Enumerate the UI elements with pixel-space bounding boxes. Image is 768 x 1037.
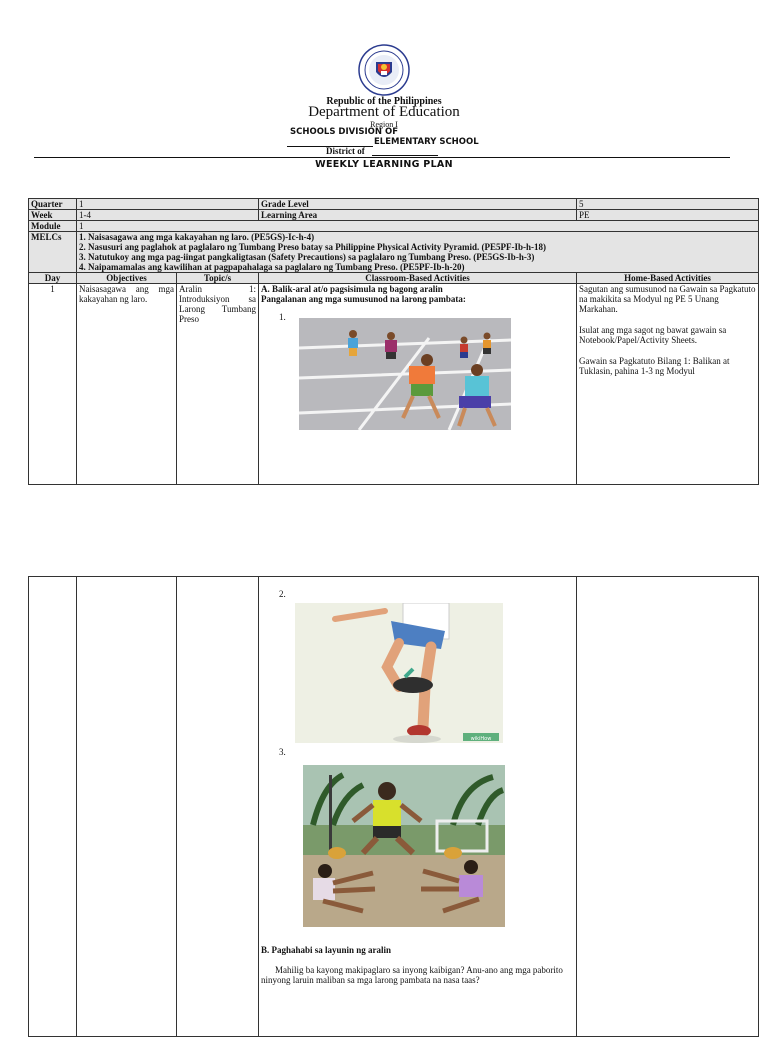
melcs-label: MELCs — [29, 232, 77, 273]
col-day: Day — [29, 273, 77, 284]
topic-text: Aralin 1: Introduksiyon sa Larong Tumbang Preso — [177, 284, 259, 485]
item-number: 1. — [279, 312, 286, 322]
melc-item: 2. Nasusuri ang paglahok at paglalaro ng Tumbang Preso batay sa Philippine Physical Activity Pyramid. (PE5PF-Ib-h-18) — [79, 242, 546, 252]
header-divider — [34, 157, 730, 158]
activity-b-title: B. Paghahabi sa layunin ng aralin — [261, 945, 392, 955]
deped-seal-icon — [358, 44, 410, 96]
home-activity-item: Gawain sa Pagkatuto Bilang 1: Balikan at Tuklasin, pahina 1-3 ng Modyul — [579, 356, 730, 376]
topic-cell-empty — [177, 577, 259, 1037]
grade-level-label: Grade Level — [259, 199, 577, 210]
schools-division-label: SCHOOLS DIVISION OF — [290, 127, 398, 137]
column-header-row — [29, 273, 759, 284]
item-number: 2. — [279, 589, 286, 599]
children-playing-photo — [303, 765, 505, 927]
home-activity-item: Sagutan ang sumusunod na Gawain sa Pagkatuto na makikita sa Modyul ng PE 5 Unang Markahan. — [579, 284, 756, 314]
image-watermark: wikiHow — [470, 736, 492, 742]
col-classroom: Classroom-Based Activities — [259, 273, 577, 284]
weekly-plan-table — [28, 198, 759, 485]
day-number: 1 — [29, 284, 77, 485]
district-label: District of — [326, 146, 365, 156]
item-number: 3. — [279, 747, 286, 757]
melcs-list — [77, 232, 759, 273]
classroom-activities-cell — [259, 577, 577, 1037]
tumbang-preso-players-image — [299, 318, 511, 430]
col-topics: Topic/s — [177, 273, 259, 284]
col-home: Home-Based Activities — [577, 273, 759, 284]
melcs-row — [29, 232, 759, 273]
melc-item: 3. Natutukoy ang mga pag-iingat pangkaligtasan (Safety Precautions) sa paglalaro ng Tumbang Preso. (PE5GS-Ib-h-3) — [79, 252, 535, 262]
module-row — [29, 221, 759, 232]
hopping-leg-illustration — [295, 603, 503, 743]
module-label: Module — [29, 221, 77, 232]
melc-item: 4. Naipamamalas ang kawilihan at pagpapahalaga sa paglalaro ng Tumbang Preso. (PE5PF-Ib-h-20) — [79, 262, 465, 272]
home-activity-item: Isulat ang mga sagot ng bawat gawain sa Notebook/Papel/Activity Sheets. — [579, 325, 727, 345]
module-value: 1 — [77, 221, 759, 232]
week-label: Week — [29, 210, 77, 221]
melc-item: 1. Naisasagawa ang mga kakayahan ng laro. (PE5GS)-Ic-h-4) — [79, 232, 315, 242]
activity-a-instruction: Pangalanan ang mga sumusunod na larong pambata: — [261, 294, 466, 304]
home-activities-cell — [577, 284, 759, 485]
document-header — [0, 0, 768, 180]
weekly-plan-table-continued — [28, 576, 759, 1037]
learning-area-value: PE — [577, 210, 759, 221]
region-label: Region I — [370, 120, 398, 129]
school-suffix-label: ELEMENTARY SCHOOL — [374, 137, 479, 147]
plan-title: WEEKLY LEARNING PLAN — [315, 159, 453, 170]
home-cell-empty — [577, 577, 759, 1037]
objective-cell-empty — [77, 577, 177, 1037]
learning-area-label: Learning Area — [259, 210, 577, 221]
objective-text: Naisasagawa ang mga kakayahan ng laro. — [77, 284, 177, 485]
department-title: Department of Education — [308, 104, 460, 120]
week-value: 1-4 — [77, 210, 259, 221]
activity-b-text: Mahilig ba kayong makipaglaro sa inyong kaibigan? Anu-ano ang mga paborito ninyong laruin maliban sa mga larong pambata na nasa taas? — [261, 965, 563, 985]
district-blank-line — [372, 155, 438, 156]
republic-label: Republic of the Philippines — [326, 96, 442, 107]
day-cell-empty — [29, 577, 77, 1037]
quarter-label: Quarter — [29, 199, 77, 210]
classroom-activities-cell — [259, 284, 577, 485]
grade-level-value: 5 — [577, 199, 759, 210]
day-1-row — [29, 284, 759, 485]
activity-a-title: A. Balik-aral at/o pagsisimula ng bagong aralin — [261, 284, 443, 294]
week-row — [29, 210, 759, 221]
quarter-row — [29, 199, 759, 210]
day-1-continued-row — [29, 577, 759, 1037]
col-objectives: Objectives — [77, 273, 177, 284]
quarter-value: 1 — [77, 199, 259, 210]
